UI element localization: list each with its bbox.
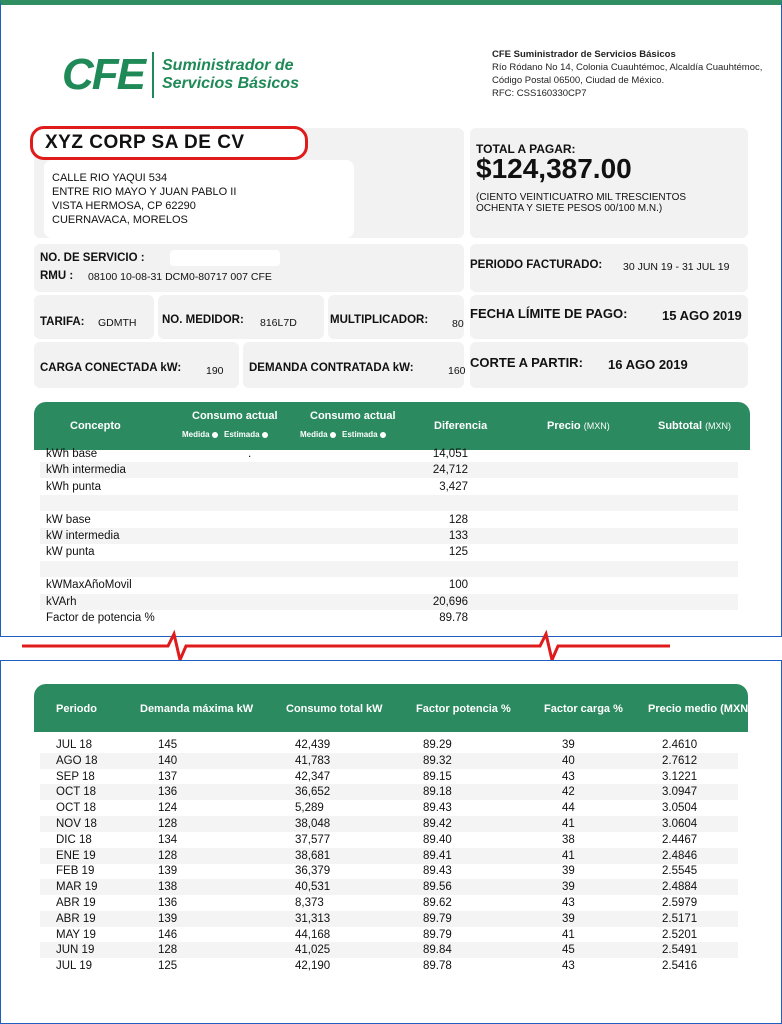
factor-carga-cell: 43 — [562, 897, 575, 909]
precio-medio-cell: 3.0504 — [662, 802, 698, 815]
tarifa-label: TARIFA: — [40, 316, 85, 328]
precio-medio-cell: 2.4884 — [662, 881, 698, 894]
demanda-cell: 146 — [158, 928, 178, 941]
demanda-cell: 145 — [158, 739, 178, 751]
table-row — [40, 911, 738, 927]
demanda-cell: 137 — [158, 770, 178, 783]
consumo-cell: 8,373 — [295, 897, 324, 909]
diferencia-cell: 125 — [448, 546, 468, 559]
demanda-value: 160 — [448, 365, 466, 377]
demanda-cell: 128 — [158, 818, 178, 830]
diferencia-cell: 24,712 — [432, 464, 468, 477]
table-row — [40, 927, 738, 943]
col-subtotal — [658, 420, 731, 432]
carga-label: CARGA CONECTADA kW: — [40, 362, 182, 374]
medida-label: Medida — [300, 430, 328, 439]
col-factor-potencia: Factor potencia % — [416, 703, 511, 715]
periodo-cell: ABR 19 — [56, 912, 96, 925]
factor-carga-cell: 44 — [562, 802, 575, 815]
supplier-rfc: RFC: CSS160330CP7 — [492, 88, 587, 99]
total-label: TOTAL A PAGAR: — [476, 142, 576, 156]
break-line-path — [22, 634, 670, 660]
factor-potencia-cell: 89.43 — [423, 802, 452, 815]
diferencia-cell: 3,427 — [439, 480, 468, 493]
concepto-cell: kWh intermedia — [46, 464, 126, 477]
factor-carga-cell: 39 — [562, 912, 575, 925]
factor-carga-cell: 39 — [562, 881, 575, 894]
demanda-label: DEMANDA CONTRATADA kW: — [249, 362, 414, 374]
col-demanda-maxima: Demanda máxima kW — [140, 703, 254, 715]
consumo-mark-cell: . — [248, 448, 252, 460]
demanda-cell: 138 — [158, 881, 178, 894]
demanda-cell: 136 — [158, 786, 178, 799]
table-row — [40, 462, 738, 478]
consumo-cell: 41,025 — [295, 944, 331, 957]
concepto-cell: kWh punta — [46, 480, 101, 493]
demanda-cell: 139 — [158, 865, 178, 878]
consumo-cell: 38,048 — [295, 818, 331, 830]
address-line: CUERNAVACA, MORELOS — [52, 214, 188, 226]
supplier-info — [492, 48, 762, 100]
logo-line-2: Servicios Básicos — [162, 75, 299, 92]
fecha-limite-label: FECHA LÍMITE DE PAGO: — [470, 306, 628, 321]
concepto-cell: kW punta — [46, 546, 95, 559]
col-diferencia: Diferencia — [434, 420, 488, 432]
demanda-cell: 136 — [158, 897, 178, 909]
col-consumo-actual-1: Consumo actual — [192, 410, 278, 422]
precio-medio-cell: 2.4610 — [662, 739, 698, 751]
rmu-label: RMU : — [40, 270, 74, 282]
periodo-cell: JUL 18 — [56, 739, 93, 751]
table-row — [40, 544, 738, 560]
carga-value: 190 — [206, 365, 224, 377]
factor-potencia-cell: 89.56 — [423, 881, 452, 894]
total-amount: $124,387.00 — [476, 153, 632, 184]
precio-medio-cell: 2.5491 — [662, 944, 698, 957]
period-label: PERIODO FACTURADO: — [470, 259, 603, 271]
radio-dot-icon — [330, 432, 336, 438]
periodo-cell: JUL 19 — [56, 960, 93, 973]
table-row — [40, 784, 738, 800]
col-precio — [547, 420, 610, 432]
supplier-address-2: Código Postal 06500, Ciudad de México. — [492, 75, 665, 86]
radio-dot-icon — [380, 432, 386, 438]
col-periodo: Periodo — [56, 703, 97, 715]
customer-address — [52, 171, 236, 227]
periodo-cell: ABR 19 — [56, 897, 96, 909]
table-row — [40, 528, 738, 544]
consumo-cell: 31,313 — [295, 912, 331, 925]
concepto-cell: Factor de potencia % — [46, 612, 155, 624]
total-in-words — [476, 192, 746, 214]
logo-line-1: Suministrador de — [162, 57, 294, 74]
consumo-cell: 38,681 — [295, 849, 331, 862]
factor-carga-cell: 39 — [562, 739, 575, 751]
estimada-option-2 — [342, 430, 386, 439]
table-row — [40, 848, 738, 864]
concepto-cell: kW intermedia — [46, 530, 120, 542]
table-row — [40, 942, 738, 958]
periodo-cell: MAY 19 — [56, 928, 96, 941]
factor-carga-cell: 43 — [562, 770, 575, 783]
total-words-line: OCHENTA Y SIETE PESOS 00/100 M.N.) — [476, 203, 663, 214]
periodo-cell: SEP 18 — [56, 770, 95, 783]
table-row — [40, 594, 738, 610]
address-line: VISTA HERMOSA, CP 62290 — [52, 200, 196, 212]
table-row — [40, 958, 738, 974]
table-row — [40, 879, 738, 895]
factor-potencia-cell: 89.15 — [423, 770, 452, 783]
precio-medio-cell: 2.5201 — [662, 928, 698, 941]
factor-carga-cell: 45 — [562, 944, 575, 957]
precio-medio-cell: 3.0604 — [662, 818, 698, 830]
diferencia-cell: 89.78 — [439, 612, 468, 624]
col-consumo-total: Consumo total kW — [286, 703, 383, 715]
precio-medio-cell: 2.4846 — [662, 849, 698, 862]
service-label: NO. DE SERVICIO : — [40, 252, 145, 264]
customer-name: XYZ CORP SA DE CV — [45, 132, 245, 153]
factor-potencia-cell: 89.62 — [423, 897, 452, 909]
consumo-cell: 41,783 — [295, 754, 331, 767]
precio-medio-cell: 2.5416 — [662, 960, 698, 973]
supplier-address-1: Río Ródano No 14, Colonia Cuauhtémoc, Alcaldía Cuauhtémoc, — [492, 62, 763, 73]
precio-medio-cell: 2.7612 — [662, 754, 698, 767]
radio-dot-icon — [262, 432, 268, 438]
medida-option-2 — [300, 430, 336, 439]
diferencia-cell: 133 — [448, 530, 468, 542]
factor-potencia-cell: 89.79 — [423, 912, 452, 925]
estimada-option-1 — [224, 430, 268, 439]
precio-medio-cell: 2.5171 — [662, 912, 698, 925]
table-row — [40, 446, 738, 462]
tarifa-value: GDMTH — [98, 317, 137, 329]
service-number-redacted — [170, 250, 280, 266]
factor-carga-cell: 41 — [562, 849, 575, 862]
precio-medio-cell: 2.5979 — [662, 897, 698, 909]
factor-potencia-cell: 89.18 — [423, 786, 452, 799]
periodo-cell: NOV 18 — [56, 818, 97, 830]
diferencia-cell: 128 — [448, 513, 468, 526]
consumo-cell: 37,577 — [295, 833, 331, 846]
corte-value: 16 AGO 2019 — [608, 357, 688, 372]
factor-potencia-cell: 89.40 — [423, 833, 452, 846]
periodo-cell: OCT 18 — [56, 786, 97, 799]
demanda-cell: 139 — [158, 912, 178, 925]
medida-label: Medida — [182, 430, 210, 439]
factor-carga-cell: 38 — [562, 833, 575, 846]
table-row — [40, 512, 738, 528]
consumo-cell: 36,379 — [295, 865, 331, 878]
subtotal-label: Subtotal — [658, 420, 702, 432]
precio-medio-cell: 2.4467 — [662, 833, 698, 846]
table-row — [40, 895, 738, 911]
fecha-limite-value: 15 AGO 2019 — [662, 308, 742, 323]
col-concepto: Concepto — [70, 420, 121, 432]
precio-medio-cell: 3.1221 — [662, 770, 698, 783]
table-row — [40, 561, 738, 577]
diferencia-cell: 14,051 — [432, 448, 468, 460]
table-row — [40, 577, 738, 593]
diferencia-cell: 20,696 — [432, 595, 468, 608]
table-row — [40, 816, 738, 832]
consumo-cell: 42,347 — [295, 770, 331, 783]
demanda-cell: 134 — [158, 833, 178, 846]
consumo-cell: 36,652 — [295, 786, 331, 799]
demanda-cell: 128 — [158, 944, 178, 957]
address-line: ENTRE RIO MAYO Y JUAN PABLO II — [52, 186, 237, 198]
periodo-cell: ENE 19 — [56, 849, 96, 862]
periodo-cell: AGO 18 — [56, 754, 98, 767]
table-row — [40, 769, 738, 785]
factor-carga-cell: 42 — [562, 786, 575, 799]
diferencia-cell: 100 — [448, 579, 468, 592]
table-row — [40, 800, 738, 816]
multiplicador-value: 80 — [452, 318, 464, 330]
table-row — [40, 495, 738, 511]
precio-medio-cell: 3.0947 — [662, 786, 698, 799]
concepto-cell: kWh base — [46, 448, 98, 460]
period-value: 30 JUN 19 - 31 JUL 19 — [623, 261, 730, 273]
periodo-cell: FEB 19 — [56, 865, 95, 878]
logo-mark: CFE — [62, 50, 144, 99]
periodo-cell: JUN 19 — [56, 944, 95, 957]
estimada-label: Estimada — [224, 430, 260, 439]
factor-potencia-cell: 89.29 — [423, 739, 452, 751]
col-factor-carga: Factor carga % — [544, 703, 623, 715]
factor-potencia-cell: 89.79 — [423, 928, 452, 941]
radio-dot-icon — [212, 432, 218, 438]
estimada-label: Estimada — [342, 430, 378, 439]
factor-potencia-cell: 89.78 — [423, 960, 452, 973]
periodo-cell: OCT 18 — [56, 802, 97, 815]
demanda-cell: 140 — [158, 754, 178, 767]
periodo-cell: MAR 19 — [56, 881, 98, 894]
factor-carga-cell: 40 — [562, 754, 575, 767]
factor-potencia-cell: 89.32 — [423, 754, 452, 767]
rmu-value: 08100 10-08-31 DCM0-80717 007 CFE — [88, 271, 272, 283]
demanda-cell: 124 — [158, 802, 178, 815]
consumo-cell: 42,190 — [295, 960, 331, 973]
factor-potencia-cell: 89.43 — [423, 865, 452, 878]
precio-medio-cell: 2.5545 — [662, 865, 698, 878]
factor-carga-cell: 41 — [562, 928, 575, 941]
consumo-cell: 42,439 — [295, 739, 331, 751]
factor-potencia-cell: 89.84 — [423, 944, 452, 957]
table-row — [40, 863, 738, 879]
medidor-value: 816L7D — [260, 317, 297, 329]
table-row — [40, 737, 738, 753]
periodo-cell: DIC 18 — [56, 833, 92, 846]
concepto-cell: kWMaxAñoMovil — [46, 579, 132, 592]
logo-divider — [152, 52, 154, 98]
concepto-cell: kW base — [46, 513, 91, 526]
multiplicador-label: MULTIPLICADOR: — [330, 314, 429, 326]
subtotal-unit: (MXN) — [705, 421, 732, 431]
precio-unit: (MXN) — [583, 421, 610, 431]
demanda-cell: 128 — [158, 849, 178, 862]
table-row — [40, 753, 738, 769]
consumo-cell: 44,168 — [295, 928, 331, 941]
table-row — [40, 832, 738, 848]
factor-carga-cell: 41 — [562, 818, 575, 830]
table-row — [40, 479, 738, 495]
medidor-label: NO. MEDIDOR: — [162, 314, 244, 326]
consumo-cell: 5,289 — [295, 802, 324, 815]
factor-carga-cell: 43 — [562, 960, 575, 973]
precio-label: Precio — [547, 420, 581, 432]
factor-potencia-cell: 89.42 — [423, 818, 452, 830]
address-line: CALLE RIO YAQUI 534 — [52, 172, 168, 184]
col-precio-medio: Precio medio (MXN) — [648, 703, 752, 715]
medida-option-1 — [182, 430, 218, 439]
demanda-cell: 125 — [158, 960, 178, 973]
corte-label: CORTE A PARTIR: — [470, 355, 583, 370]
logo-text — [162, 57, 299, 93]
concepto-cell: kVArh — [46, 595, 77, 608]
total-words-line: (CIENTO VEINTICUATRO MIL TRESCIENTOS — [476, 192, 687, 203]
factor-carga-cell: 39 — [562, 865, 575, 878]
consumo-cell: 40,531 — [295, 881, 331, 894]
cfe-logo — [62, 50, 299, 100]
col-consumo-actual-2: Consumo actual — [310, 410, 396, 422]
supplier-name: CFE Suministrador de Servicios Básicos — [492, 49, 676, 60]
factor-potencia-cell: 89.41 — [423, 849, 452, 862]
